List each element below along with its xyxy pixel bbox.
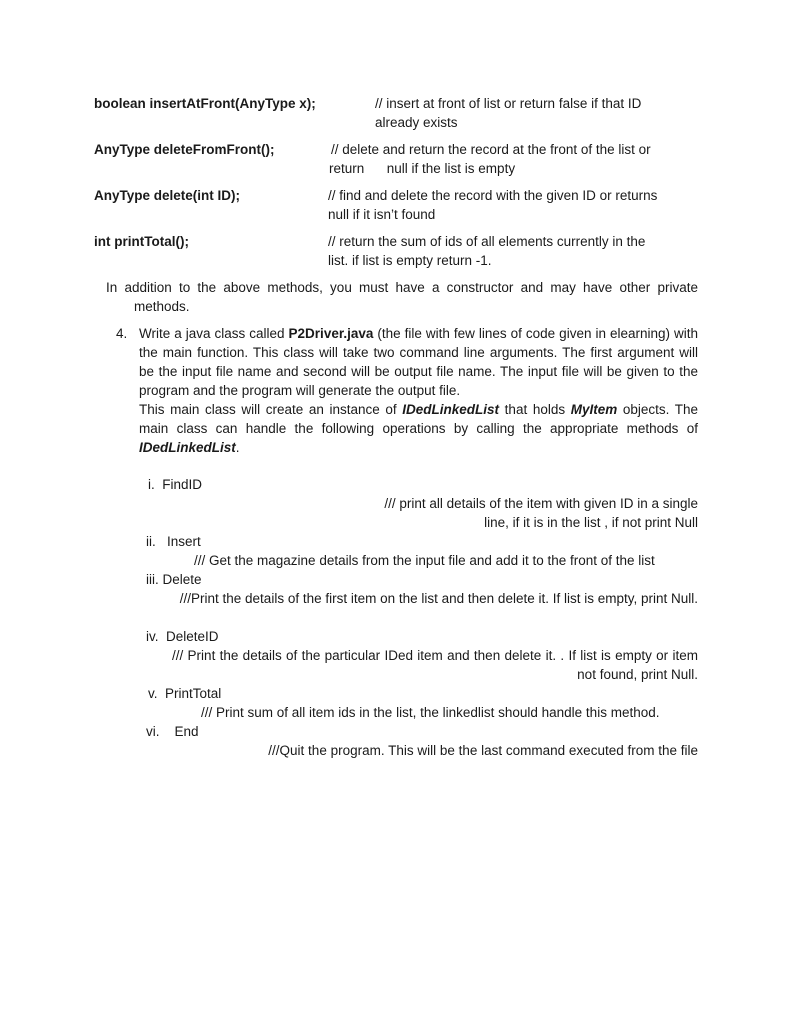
- class-name: IDedLinkedList: [139, 440, 236, 455]
- text-span: (the file with few lines of code given in elearning) with the main function. This class will take two command line arguments. The first argument will be the input file name and second will be output file name. The input file will be given to the program and the program will generate the output file.: [139, 326, 698, 398]
- class-name: IDedLinkedList: [402, 402, 500, 417]
- item-4-body: [139, 324, 698, 457]
- text-span: .: [235, 440, 240, 455]
- item-4-paragraph-2: [139, 400, 698, 457]
- operation-description: ///Print the details of the first item on the list and then delete it. If list is empty, print Null.: [179, 591, 698, 606]
- operation-label: [146, 627, 219, 646]
- method-description: list. if list is empty return -1.: [328, 253, 492, 268]
- text-span: Write a java class called: [139, 326, 289, 341]
- text-span: that holds: [499, 402, 571, 417]
- filename-bold: P2Driver.java: [288, 326, 374, 341]
- operation-description: /// Get the magazine details from the input file and add it to the front of the list: [194, 553, 655, 568]
- method-signature: AnyType delete(int ID);: [94, 188, 241, 203]
- numeral: iv.: [146, 629, 159, 644]
- numeral: ii.: [146, 534, 156, 549]
- method-description: // delete and return the record at the front of the list or: [331, 142, 651, 157]
- numeral: iii.: [146, 572, 159, 587]
- numeral: v.: [148, 686, 158, 701]
- operation-label: [148, 475, 202, 494]
- list-number: 4.: [116, 326, 128, 341]
- operation-name: End: [174, 724, 199, 739]
- addition-note-text: In addition to the above methods, you must have a constructor and may have other private methods.: [106, 280, 698, 314]
- addition-note: [106, 278, 698, 316]
- numeral: i.: [148, 477, 155, 492]
- method-description: already exists: [375, 115, 458, 130]
- operation-name: FindID: [162, 477, 203, 492]
- method-description: return null if the list is empty: [329, 161, 516, 176]
- item-4-paragraph-1: [139, 324, 698, 400]
- method-signature: AnyType deleteFromFront();: [94, 142, 275, 157]
- operation-description: /// print all details of the item with given ID in a single line, if it is in the list , if not print Null: [384, 496, 698, 530]
- operation-name: DeleteID: [166, 629, 219, 644]
- text-span: objects. The main class can handle the following operations by calling the appropriate methods of: [139, 402, 699, 436]
- method-signature: int printTotal();: [94, 234, 189, 249]
- operation-name: PrintTotal: [165, 686, 222, 701]
- method-description: null if it isn’t found: [328, 207, 436, 222]
- operation-label: [146, 532, 201, 551]
- method-description: // insert at front of list or return false if that ID: [375, 96, 642, 111]
- operation-label: [148, 684, 221, 703]
- operation-name: Delete: [162, 572, 202, 587]
- method-description: // return the sum of ids of all elements currently in the: [328, 234, 646, 249]
- class-name: MyItem: [570, 402, 618, 417]
- method-description: // find and delete the record with the given ID or returns: [328, 188, 658, 203]
- method-signature: boolean insertAtFront(AnyType x);: [94, 96, 316, 111]
- text-span: This main class will create an instance of: [139, 402, 403, 417]
- operation-description: ///Quit the program. This will be the last command executed from the file: [268, 743, 698, 758]
- numeral: vi.: [146, 724, 160, 739]
- operation-label: [146, 570, 202, 589]
- operation-name: Insert: [167, 534, 201, 549]
- operation-label: [146, 722, 199, 741]
- operation-description: /// Print sum of all item ids in the list, the linkedlist should handle this method.: [201, 705, 660, 720]
- operation-description: /// Print the details of the particular IDed item and then delete it. . If list is empty or item not found, print Null.: [172, 648, 698, 682]
